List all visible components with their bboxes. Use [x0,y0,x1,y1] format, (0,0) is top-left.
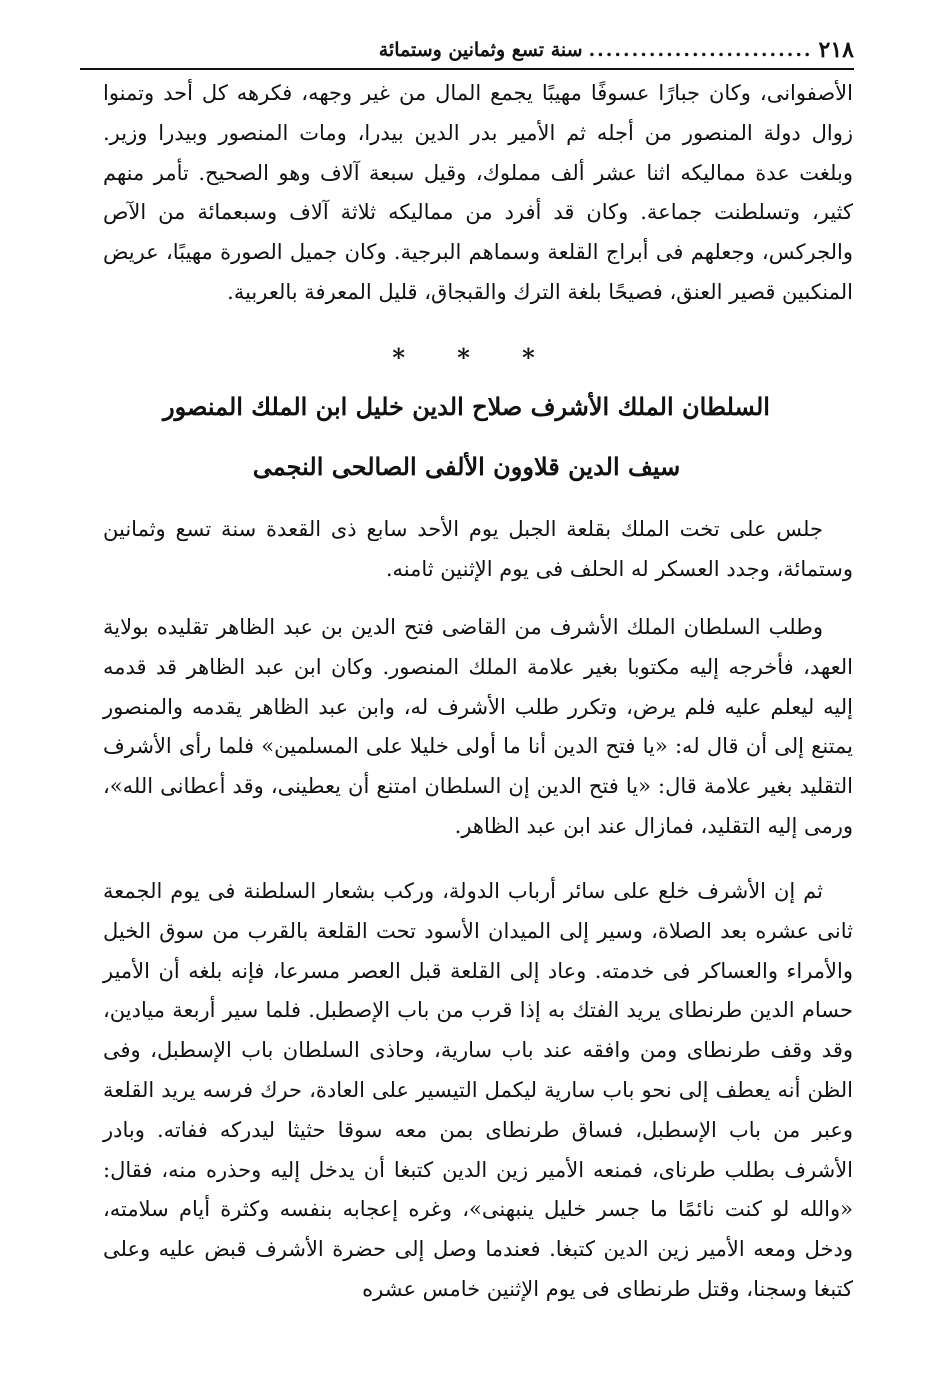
section-title-line-1: السلطان الملك الأشرف صلاح الدين خليل ابن الملك المنصور [163,392,770,421]
section-separator: * * * [392,343,557,372]
intro-paragraph [103,74,853,313]
paragraph-2 [103,608,853,847]
paragraph-3-text: ثم إن الأشرف خلع على سائر أرباب الدولة، وركب بشعار السلطنة فى يوم الجمعة ثانى عشره بعد الصلاة، وسير إلى الميدان الأسود تحت القلعة بالقرب من سوق الخيل والأمراء والعساكر فى خدمته. وعاد إلى القلعة قبل العصر مسرعا، فإنه بلغه أن الأمير حسام الدين طرنطاى يريد الفتك به إذا قرب من باب الإصطبل. فلما سير أربعة ميادين، وقد وقف طرنطاى ومن وافقه عند باب سارية، وحاذى السلطان باب الإسطبل، وفى الظن أنه يعطف إلى نحو باب سارية ليكمل التيسير على العادة، حرك فرسه يريد القلعة وعبر من باب الإسطبل، فساق طرنطاى بمن معه سوقا حثيثا ليدركه ففاته. وبادر الأشرف بطلب طرناى، فمنعه الأمير زين الدين كتبغا أن يدخل إليه وحذره منه، فقال: «والله لو كنت نائمًا ما جسر خليل ينبهنى»، وغره إعجابه بنفسه وكثرة أيام سلامته، ودخل ومعه الأمير زين الدين كتبغا. فعندما وصل إلى حضرة الأشرف قبض عليه وعلى كتبغا وسجنا، وقتل طرنطاى فى يوم الإثنين خامس عشره [103,879,854,1301]
paragraph-1 [103,510,853,590]
header-dots: .......................... [588,39,813,61]
running-header [80,32,854,70]
page-number: ٢١٨ [818,37,854,63]
running-title: سنة تسع وثمانين وستمائة [378,39,583,61]
section-title-line-2: سيف الدين قلاوون الألفى الصالحى النجمى [252,452,681,481]
intro-paragraph-text: الأصفوانى، وكان جبارًا عسوفًا مهيبًا يجمع المال من غير وجهه، فكرهه كل أحد وتمنوا زوال دولة المنصور من أجله ثم الأمير بدر الدين بيدرا، ومات المنصور وبيدرا وزير. وبلغت عدة مماليكه اثنا عشر ألف مملوك، وقيل سبعة آلاف وهو الصحيح. تأمر منهم كثير، وتسلطنت جماعة. وكان قد أفرد من مماليكه ثلاثة آلاف وسبعمائة من الآص والجركس، وجعلهم فى أبراج القلعة وسماهم البرجية. وكان جميل الصورة مهيبًا، عريض المنكبين قصير العنق، فصيحًا بلغة الترك والقبجاق، قليل المعرفة بالعربية. [103,81,853,304]
paragraph-2-text: وطلب السلطان الملك الأشرف من القاضى فتح الدين بن عبد الظاهر تقليده بولاية العهد، فأخرجه إليه مكتوبا بغير علامة الملك المنصور. وكان ابن عبد الظاهر قد قدمه إليه ليعلم عليه فلم يرض، وتكرر طلب الأشرف له، وابن عبد الظاهر يقدمه والمنصور يمتنع إلى أن قال له: «يا فتح الدين أنا ما أولى خليلا على المسلمين» فلما رأى الأشرف التقليد بغير علامة قال: «يا فتح الدين إن السلطان امتنع أن يعطينى، وقد أعطانى الله»، ورمى إليه التقليد، فمازال عند ابن عبد الظاهر. [103,615,853,838]
paragraph-3 [103,872,853,1310]
paragraph-1-text: جلس على تخت الملك بقلعة الجبل يوم الأحد سابع ذى القعدة سنة تسع وثمانين وستمائة، وجدد العسكر له الحلف فى يوم الإثنين ثامنه. [103,517,853,581]
